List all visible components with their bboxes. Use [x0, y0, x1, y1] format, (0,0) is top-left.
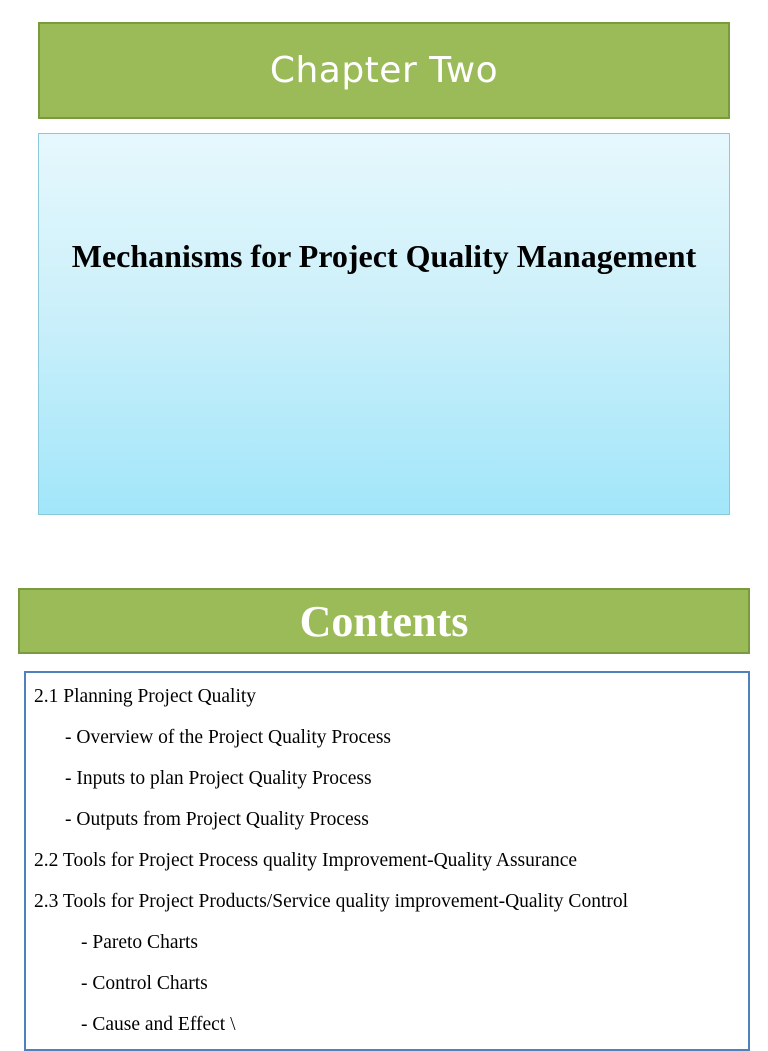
contents-box — [24, 671, 750, 1051]
toc-subitem-outputs: - Outputs from Project Quality Process — [65, 809, 369, 830]
contents-banner — [18, 588, 750, 654]
toc-subitem-pareto-charts: - Pareto Charts — [81, 932, 198, 953]
title-box — [38, 133, 730, 515]
toc-subitem-control-charts: - Control Charts — [81, 973, 208, 994]
main-title: Mechanisms for Project Quality Management — [71, 238, 697, 274]
toc-subitem-inputs: - Inputs to plan Project Quality Process — [65, 768, 372, 789]
chapter-title: Chapter Two — [269, 50, 499, 91]
chapter-banner — [38, 22, 730, 119]
toc-item-2-3: 2.3 Tools for Project Products/Service quality improvement-Quality Control — [34, 891, 629, 912]
toc-subitem-cause-effect: - Cause and Effect \ — [81, 1014, 236, 1035]
contents-title: Contents — [299, 596, 469, 646]
toc-item-2-1: 2.1 Planning Project Quality — [34, 686, 257, 707]
toc-subitem-overview: - Overview of the Project Quality Process — [65, 727, 391, 748]
toc-item-2-2: 2.2 Tools for Project Process quality Improvement-Quality Assurance — [34, 850, 578, 871]
